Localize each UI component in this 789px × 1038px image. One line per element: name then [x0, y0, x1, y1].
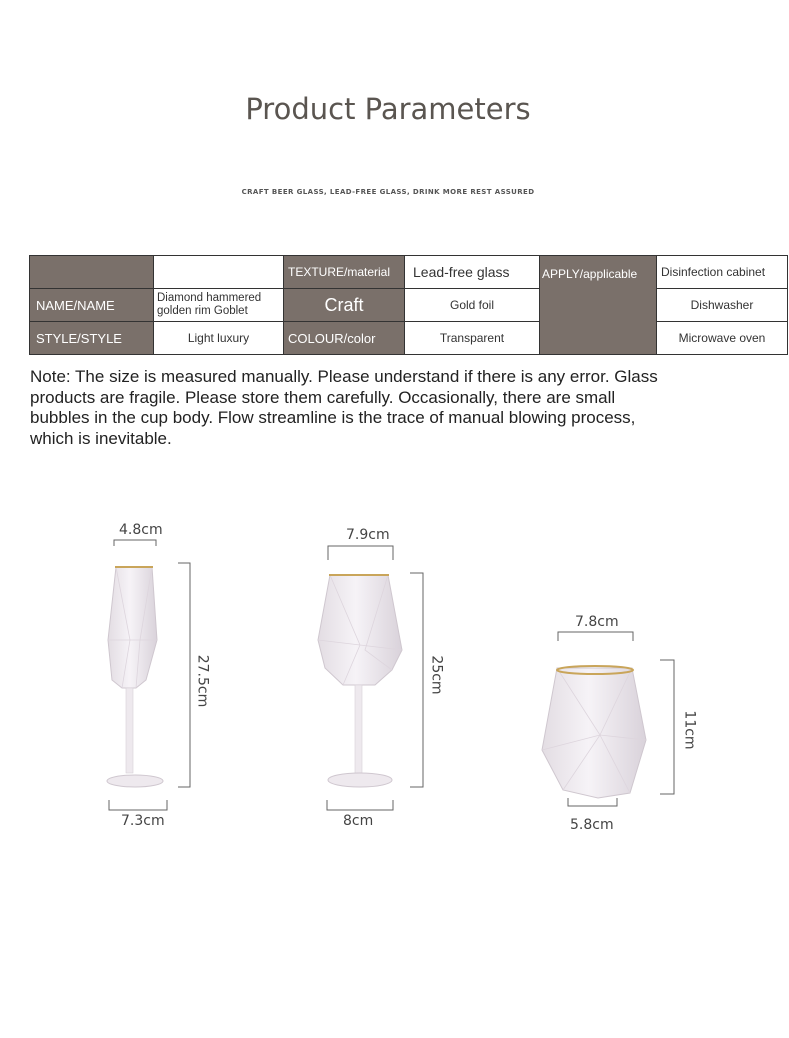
- page-subtitle: CRAFT BEER GLASS, LEAD-FREE GLASS, DRINK MORE REST ASSURED: [241, 188, 535, 196]
- tumbler-height-dimension: 11cm: [681, 710, 698, 750]
- note-text: Note: The size is measured manually. Please understand if there is any error. Glass products are fragile. Please store them carefully. Occasionally, there are small bubbles in the cup body. Flow streamline is the trace of manual blowing process, which is inevitable.: [30, 367, 658, 448]
- name-value: Diamond hammered golden rim Goblet: [154, 289, 284, 322]
- flute-height-dimension: 27.5cm: [194, 654, 211, 708]
- name-label: NAME/NAME: [30, 289, 154, 322]
- texture-label: TEXTURE/material: [284, 256, 405, 289]
- apply-value-2: Dishwasher: [657, 289, 788, 322]
- texture-value: Lead-free glass: [405, 256, 540, 289]
- wine-base-dimension: 8cm: [343, 813, 374, 829]
- table-row: [30, 289, 788, 322]
- page-title: Product Parameters: [245, 92, 531, 126]
- style-label: STYLE/STYLE: [30, 322, 154, 355]
- craft-label: Craft: [284, 289, 405, 322]
- wine-glass-icon: [318, 575, 402, 787]
- table-row: [30, 256, 788, 289]
- apply-label: APPLY/applicable: [540, 256, 657, 355]
- table-cell-blank: [154, 256, 284, 289]
- tumbler-top-dimension: 7.8cm: [575, 614, 619, 630]
- flute-top-dimension: 4.8cm: [119, 522, 163, 538]
- colour-value: Transparent: [405, 322, 540, 355]
- wine-height-dimension: 25cm: [428, 655, 445, 695]
- style-value: Light luxury: [154, 322, 284, 355]
- tumbler-base-dimension: 5.8cm: [570, 817, 614, 833]
- wine-top-dimension: 7.9cm: [346, 527, 390, 543]
- apply-value-3: Microwave oven: [657, 322, 788, 355]
- flute-glass-icon: [107, 567, 163, 787]
- craft-value: Gold foil: [405, 289, 540, 322]
- glasses-illustration: [0, 500, 789, 840]
- flute-base-dimension: 7.3cm: [121, 813, 165, 829]
- tumbler-glass-icon: [542, 666, 646, 798]
- table-cell-blank: [30, 256, 154, 289]
- apply-value-1: Disinfection cabinet: [657, 256, 788, 289]
- parameters-table: [29, 255, 788, 355]
- colour-label: COLOUR/color: [284, 322, 405, 355]
- table-row: [30, 322, 788, 355]
